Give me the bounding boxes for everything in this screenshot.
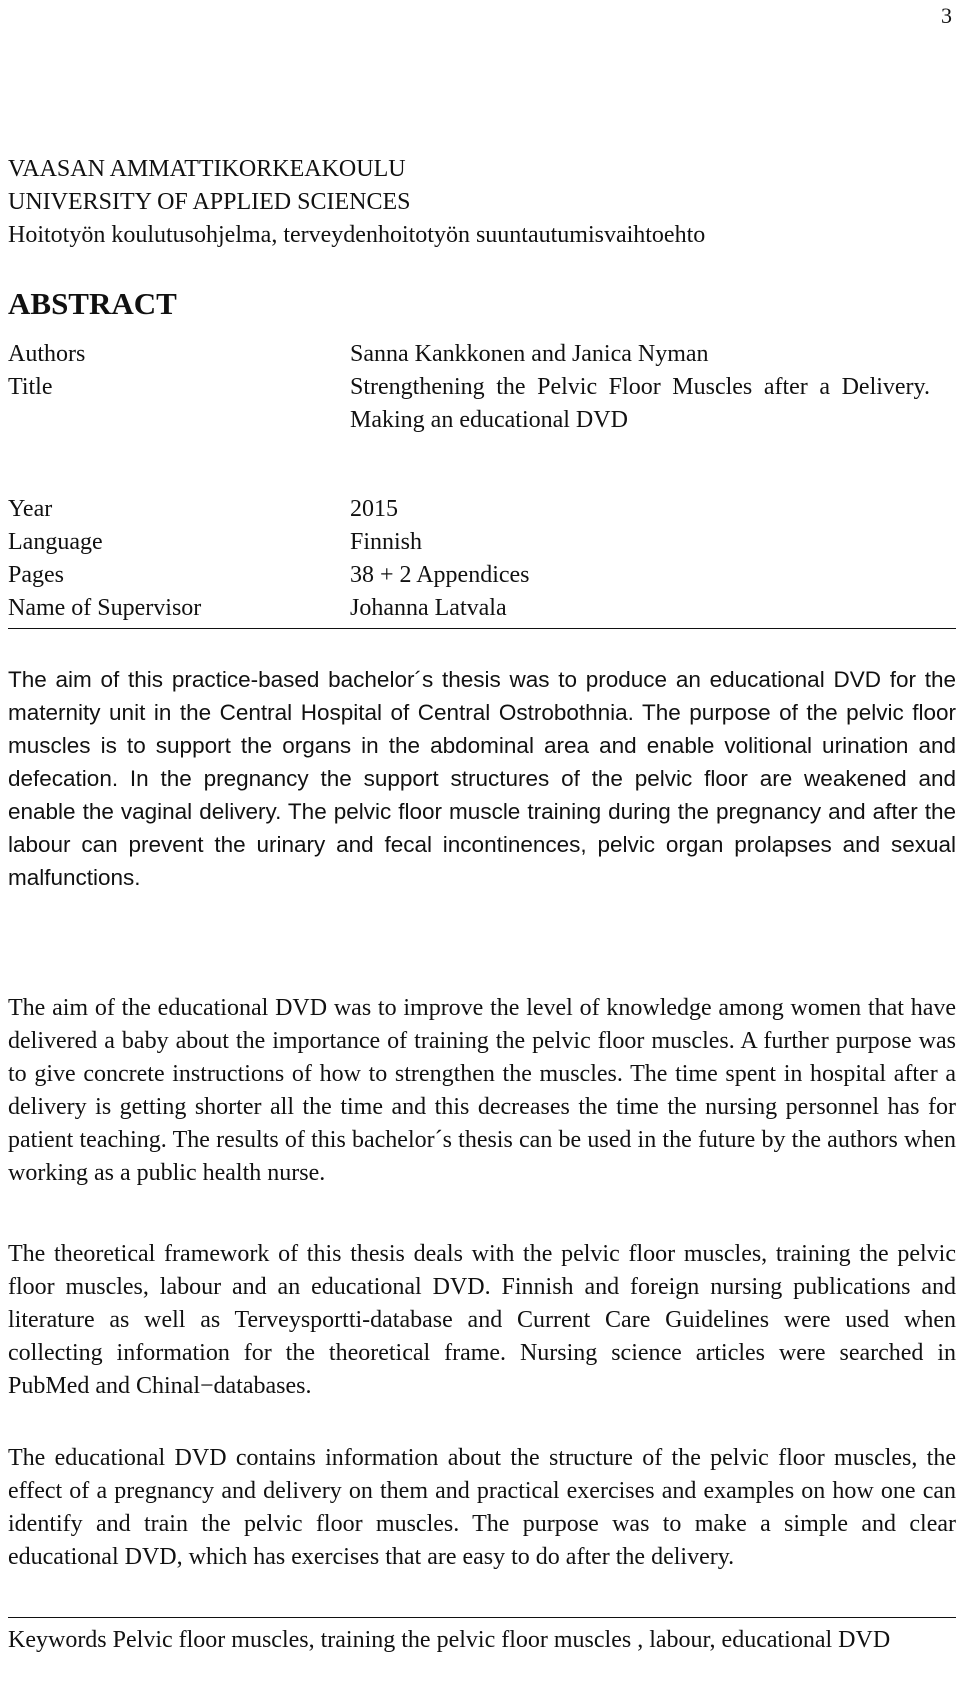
title-label: Title — [8, 374, 53, 400]
section-divider — [8, 628, 956, 629]
abstract-paragraph-2: The aim of the educational DVD was to improve the level of knowledge among women that have delivered a baby about the importance of training the pelvic floor muscles. A further purpose was to give concrete instructions of how to strengthen the muscles. The time spent in hospital after a delivery is getting shorter all the time and this decreases the time the nursing personnel has for patient teaching. The results of this bachelor´s thesis can be used in the future by the authors when working as a public health nurse. — [8, 995, 956, 1186]
institution-name-finnish: VAASAN AMMATTIKORKEAKOULU — [8, 156, 406, 182]
authors-label: Authors — [8, 341, 86, 367]
supervisor-value: Johanna Latvala — [350, 595, 507, 621]
institution-name-english: UNIVERSITY OF APPLIED SCIENCES — [8, 189, 411, 215]
abstract-heading: ABSTRACT — [8, 286, 177, 321]
authors-value: Sanna Kankkonen and Janica Nyman — [350, 341, 709, 367]
keywords-line — [8, 1624, 956, 1657]
page-number: 3 — [941, 3, 952, 28]
abstract-paragraph-1: The aim of this practice-based bachelor´s thesis was to produce an educational DVD for the maternity unit in the Central Hospital of Central Ostrobothnia. The purpose of the pelvic floor muscles is to support the organs in the abdominal area and enable volitional urination and defecation. In the pregnancy the support structures of the pelvic floor are weakened and enable the vaginal delivery. The pelvic floor muscle training during the pregnancy and after the labour can prevent the urinary and fecal incontinences, pelvic organ prolapses and sexual malfunctions. — [8, 667, 956, 890]
year-value: 2015 — [350, 496, 398, 522]
degree-programme: Hoitotyön koulutusohjelma, terveydenhoitotyön suuntautumisvaihtoehto — [8, 222, 706, 248]
abstract-paragraph-3: The theoretical framework of this thesis deals with the pelvic floor muscles, training the pelvic floor muscles, labour and an educational DVD. Finnish and foreign nursing publications and literature as well as Terveysportti-database and Current Care Guidelines were used when collecting information for the theoretical frame. Nursing science articles were searched in PubMed and Chinal−databases. — [8, 1241, 956, 1399]
document-header — [8, 153, 705, 252]
thesis-title-value: Strengthening the Pelvic Floor Muscles after a Delivery. Making an educational DVD — [350, 374, 930, 433]
year-label: Year — [8, 496, 53, 522]
pages-label: Pages — [8, 562, 64, 588]
keywords-divider — [8, 1617, 956, 1618]
pages-value: 38 + 2 Appendices — [350, 562, 530, 588]
keywords-label: Keywords — [8, 1627, 107, 1653]
language-label: Language — [8, 529, 103, 555]
keywords-value: Pelvic floor muscles, training the pelvic floor muscles , labour, educational DVD — [112, 1627, 891, 1653]
language-value: Finnish — [350, 529, 423, 555]
abstract-paragraph-4: The educational DVD contains information about the structure of the pelvic floor muscles, the effect of a pregnancy and delivery on them and practical exercises and examples on how one can identify and train the pelvic floor muscles. The purpose was to make a simple and clear educational DVD, which has exercises that are easy to do after the delivery. — [8, 1445, 956, 1570]
supervisor-label: Name of Supervisor — [8, 595, 202, 621]
